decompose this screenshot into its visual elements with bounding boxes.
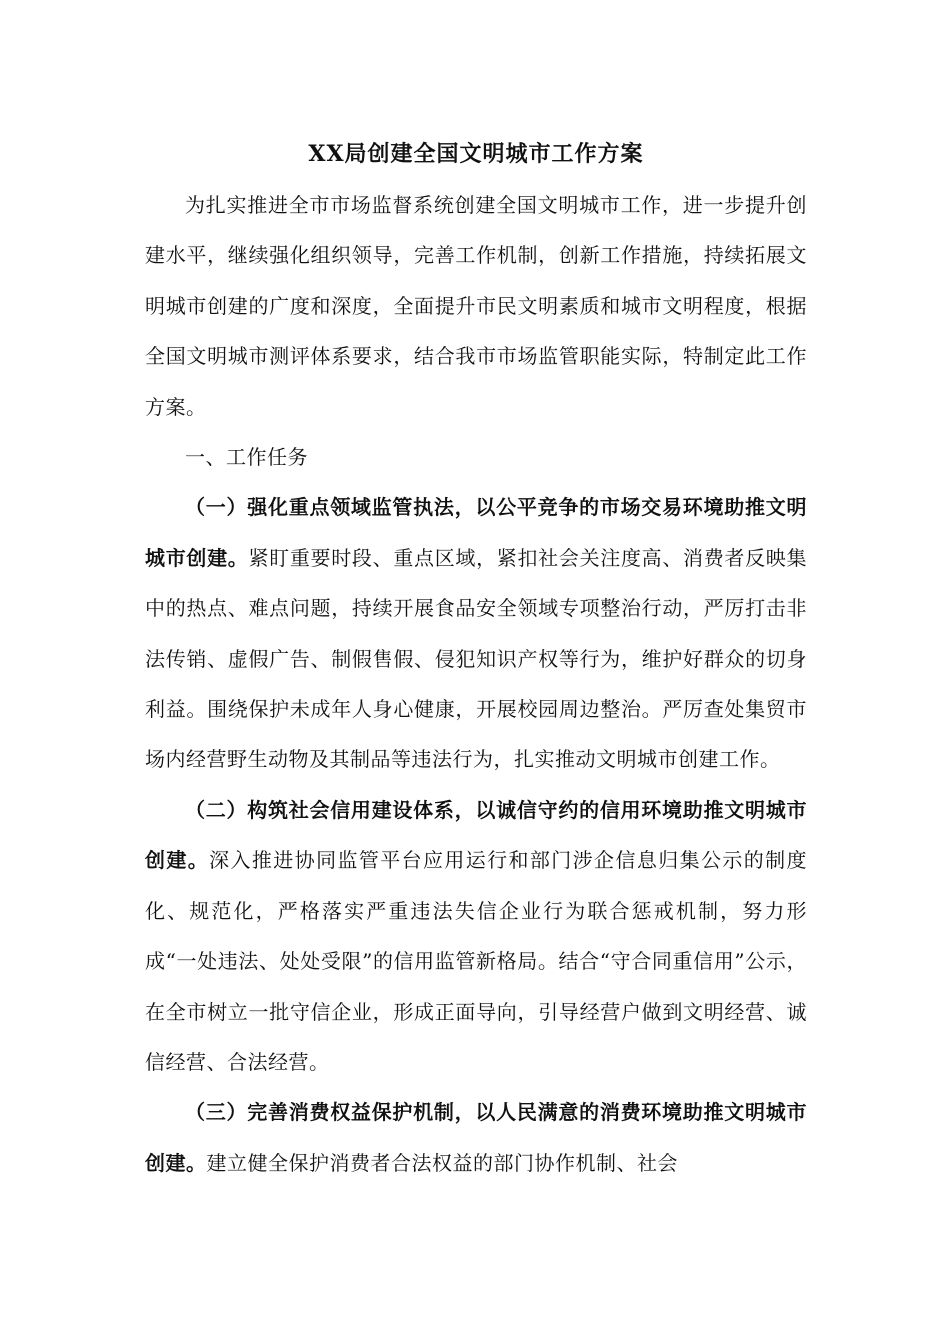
intro-paragraph: 为扎实推进全市市场监督系统创建全国文明城市工作，进一步提升创建水平，继续强化组织领导，完善工作机制，创新工作措施，持续拓展文明城市创建的广度和深度，全面提升市民文明素质和城市文明程度，根据全国文明城市测评体系要求，结合我市市场监管职能实际，特制定此工作方案。: [145, 193, 807, 419]
document-body: [145, 128, 807, 1188]
task-item-3-lead: （三）完善消费权益保护机制，以人民满意的消费环境助推文明城市创建。: [145, 1100, 807, 1175]
task-item-1: [145, 482, 807, 784]
task-item-1-lead: （一）强化重点领域监管执法，以公平竞争的市场交易环境助推文明城市创建。: [145, 495, 807, 570]
task-item-1-body: 紧盯重要时段、重点区域，紧扣社会关注度高、消费者反映集中的热点、难点问题，持续开展食品安全领域专项整治行动，严厉打击非法传销、虚假广告、制假售假、侵犯知识产权等行为，维护好群众的切身利益。围绕保护未成年人身心健康，开展校园周边整治。严厉查处集贸市场内经营野生动物及其制品等违法行为，扎实推动文明城市创建工作。: [145, 545, 808, 772]
task-item-3: [145, 1087, 807, 1188]
document-title: XX局创建全国文明城市工作方案: [308, 141, 644, 167]
task-item-2-lead: （二）构筑社会信用建设体系，以诚信守约的信用环境助推文明城市创建。: [145, 797, 807, 873]
task-item-2: [145, 785, 807, 1087]
task-item-3-body: 建立健全保护消费者合法权益的部门协作机制、社会: [206, 1150, 678, 1175]
task-item-2-body: 深入推进协同监管平台应用运行和部门涉企信息归集公示的制度化、规范化，严格落实严重违法失信企业行为联合惩戒机制，努力形成“一处违法、处处受限”的信用监管新格局。结合“守合同重信用”公示，在全市树立一批守信企业，形成正面导向，引导经营户做到文明经营、诚信经营、合法经营。: [145, 848, 808, 1074]
section-heading: 一、工作任务: [185, 445, 308, 470]
